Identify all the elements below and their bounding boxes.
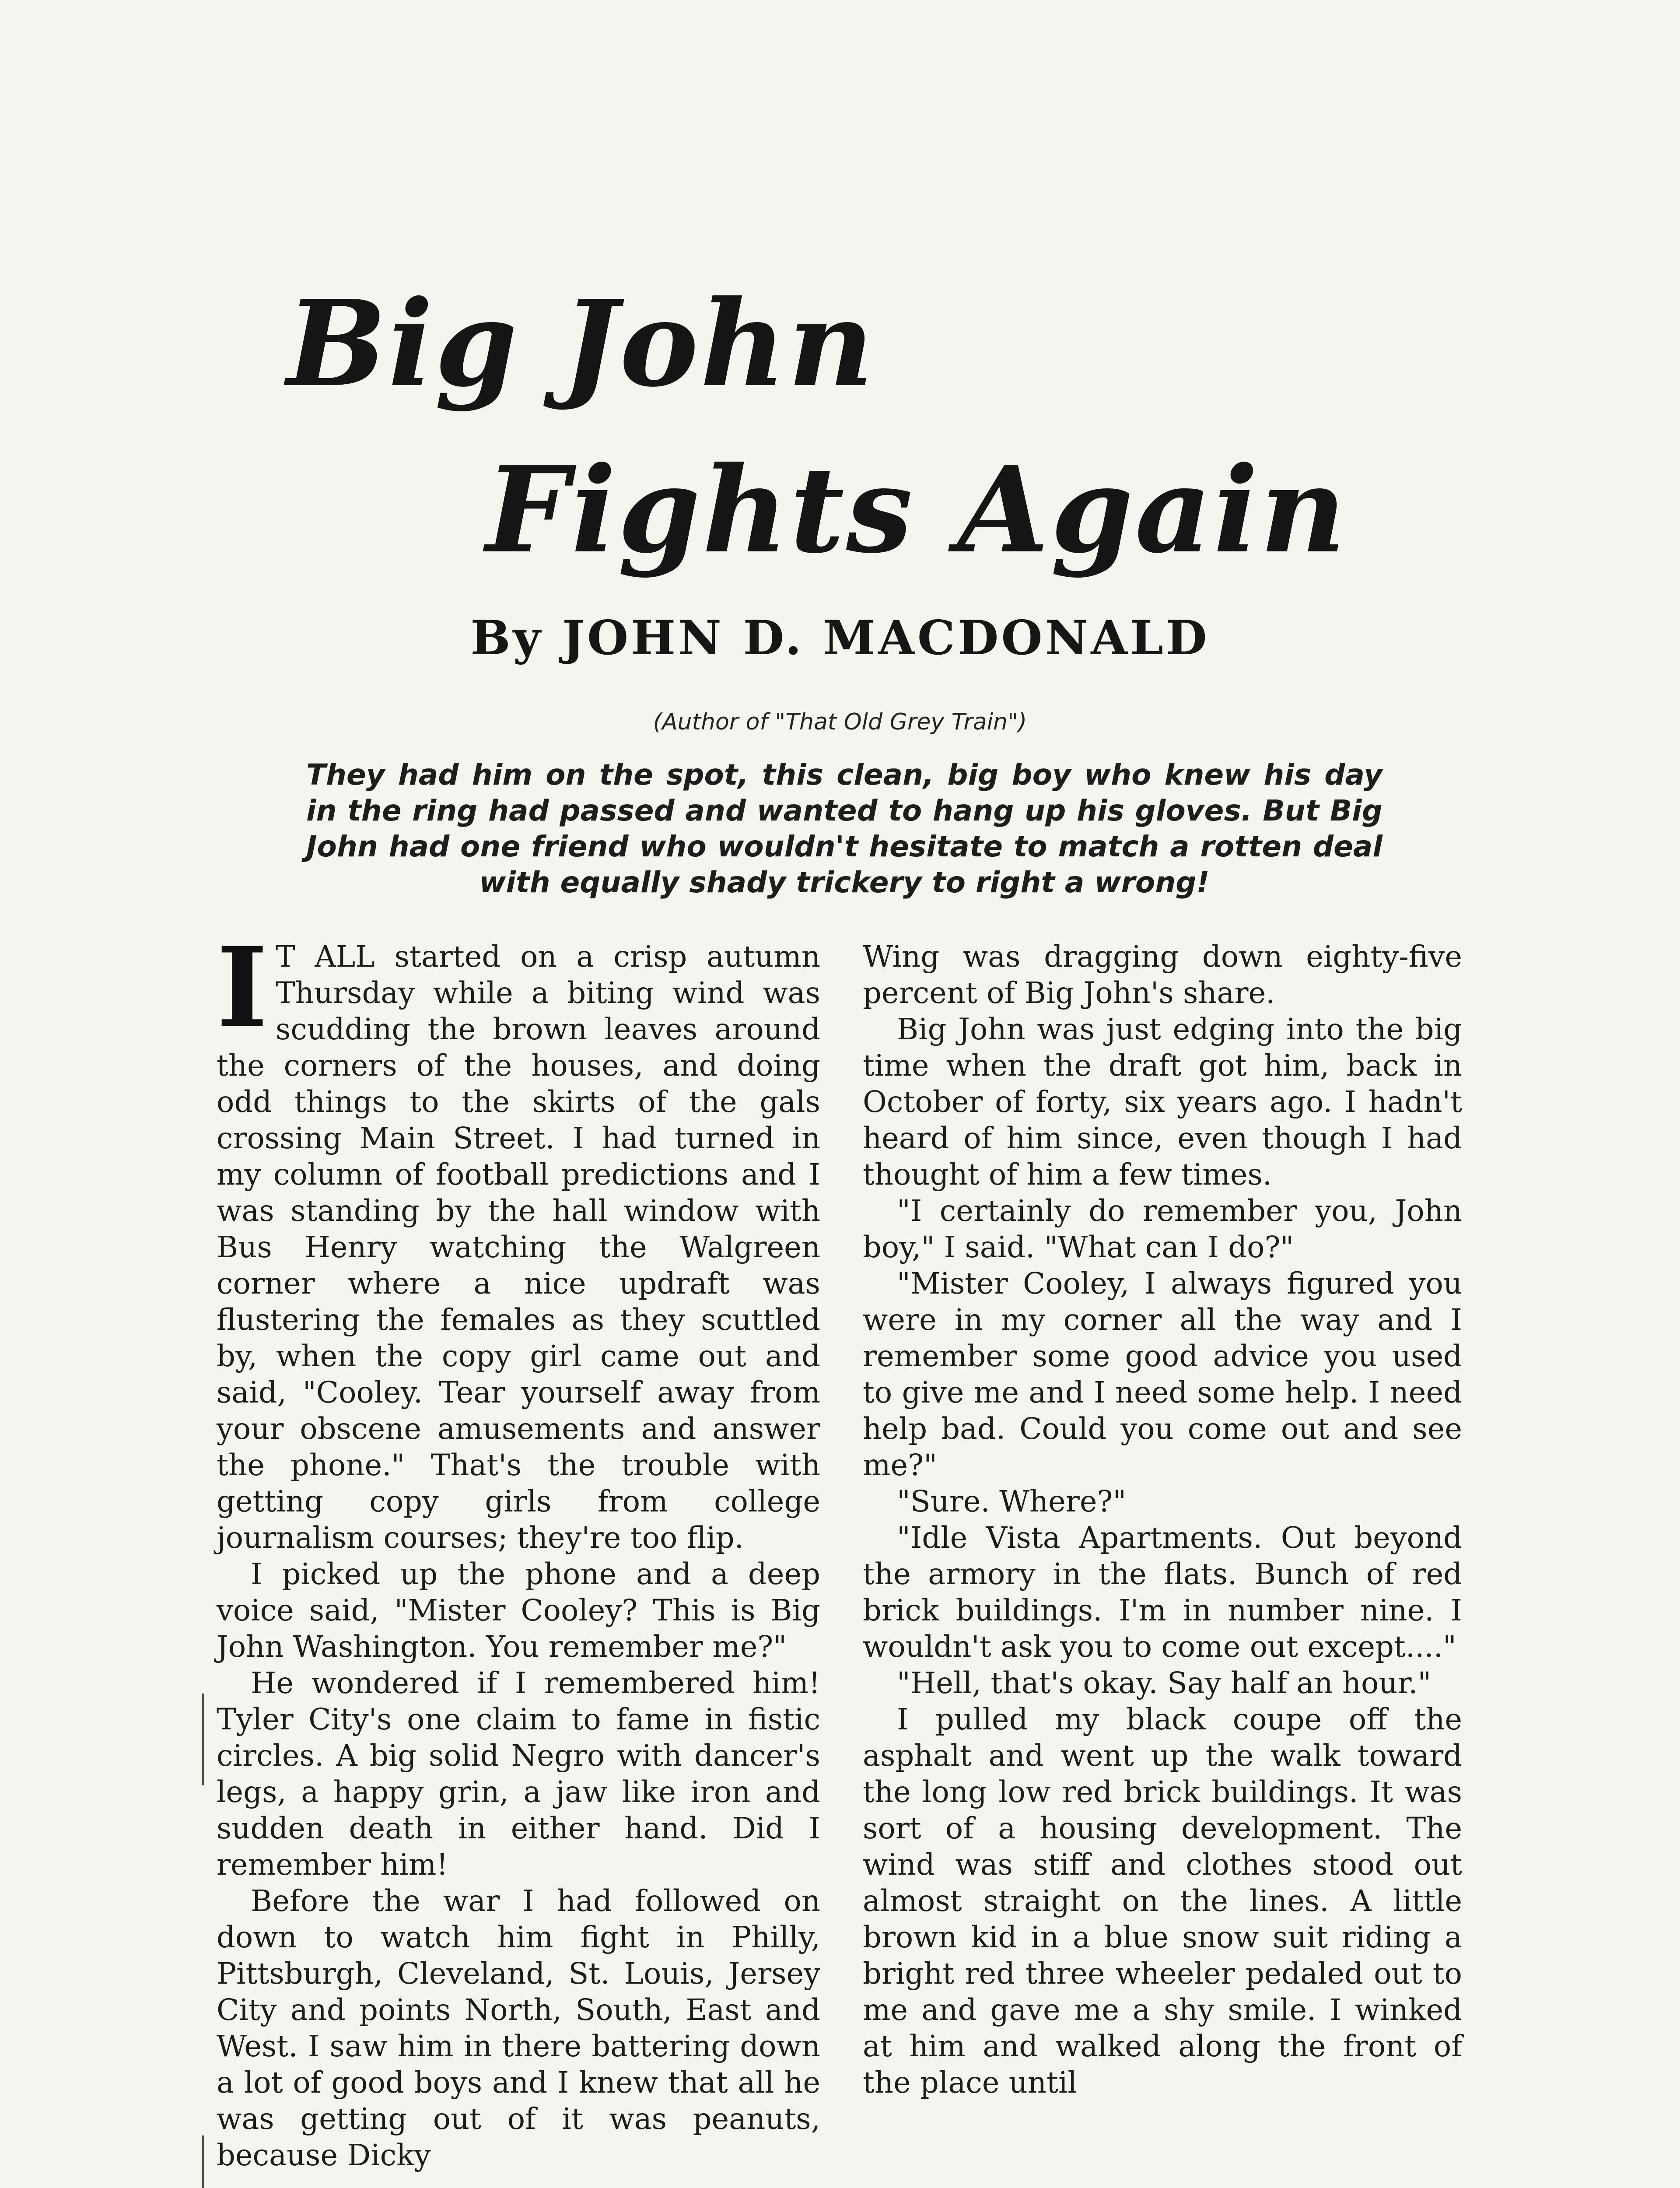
right-column xyxy=(863,939,1462,2101)
paragraph: "Idle Vista Apartments. Out beyond the armory in the flats. Bunch of red brick buildings. I'm in number nine. I wouldn't ask you to come out except...." xyxy=(863,1521,1462,1664)
margin-mark xyxy=(202,1694,204,1785)
paragraph: Big John was just edging into the big time when the draft got him, back in October of forty, six years ago. I hadn't heard of him since, even though I had thought of him a few times. xyxy=(863,1012,1462,1192)
drop-cap: I xyxy=(217,923,268,1052)
author-note: (Author of "That Old Grey Train") xyxy=(653,709,1027,735)
title-line-2: Fights Again xyxy=(486,440,1348,579)
paragraph: "Hell, that's okay. Say half an hour." xyxy=(897,1666,1432,1700)
title-line-1: Big John xyxy=(287,274,876,413)
paragraph: "Sure. Where?" xyxy=(897,1484,1127,1518)
margin-mark xyxy=(202,2135,204,2188)
paragraph: I picked up the phone and a deep voice said, "Mister Cooley? This is Big John Washington. You remember me?" xyxy=(217,1557,820,1664)
paragraph: Wing was dragging down eighty-five percent of Big John's share. xyxy=(863,940,1462,1010)
left-column xyxy=(217,923,820,2174)
paragraph: Before the war I had followed on down to watch him fight in Philly, Pittsburgh, Cleveland, St. Louis, Jersey City and points North, South, East and West. I saw him in there battering down a lot of good boys and I knew that all he was getting out of it was peanuts, because Dicky xyxy=(217,1884,820,2172)
byline: By JOHN D. MACDONALD xyxy=(470,610,1210,666)
paragraph: He wondered if I remembered him! Tyler City's one claim to fame in fistic circles. A big solid Negro with dancer's legs, a happy grin, a jaw like iron and sudden death in either hand. Did I remember him! xyxy=(217,1666,820,1882)
paragraph: T ALL started on a crisp autumn Thursday while a biting wind was scudding the brown leaves around the corners of the houses, and doing odd things to the skirts of the gals crossing Main Street. I had turned in my column of football predictions and I was standing by the hall window with Bus Henry watching the Walgreen corner where a nice updraft was flustering the females as they scuttled by, when the copy girl came out and said, "Cooley. Tear yourself away from your obscene amusements and answer the phone." That's the trouble with getting copy girls from college journalism courses; they're too flip. xyxy=(217,940,820,1555)
paragraph: "Mister Cooley, I always figured you were in my corner all the way and I remember some good advice you used to give me and I need some help. I need help bad. Could you come out and see me?" xyxy=(863,1266,1462,1482)
paragraph: "I certainly do remember you, John boy," I said. "What can I do?" xyxy=(863,1194,1462,1264)
story-blurb: They had him on the spot, this clean, big boy who knew his day in the ring had passed and wanted to hang up his gloves. But Big John had one friend who wouldn't hesitate to match a rotten deal with equally shady trickery to right a wrong! xyxy=(306,758,1382,899)
paragraph: I pulled my black coupe off the asphalt and went up the walk toward the long low red brick buildings. It was sort of a housing development. The wind was stiff and clothes stood out almost straight on the lines. A little brown kid in a blue snow suit riding a bright red three wheeler pedaled out to me and gave me a shy smile. I winked at him and walked along the front of the place until xyxy=(863,1702,1462,2100)
